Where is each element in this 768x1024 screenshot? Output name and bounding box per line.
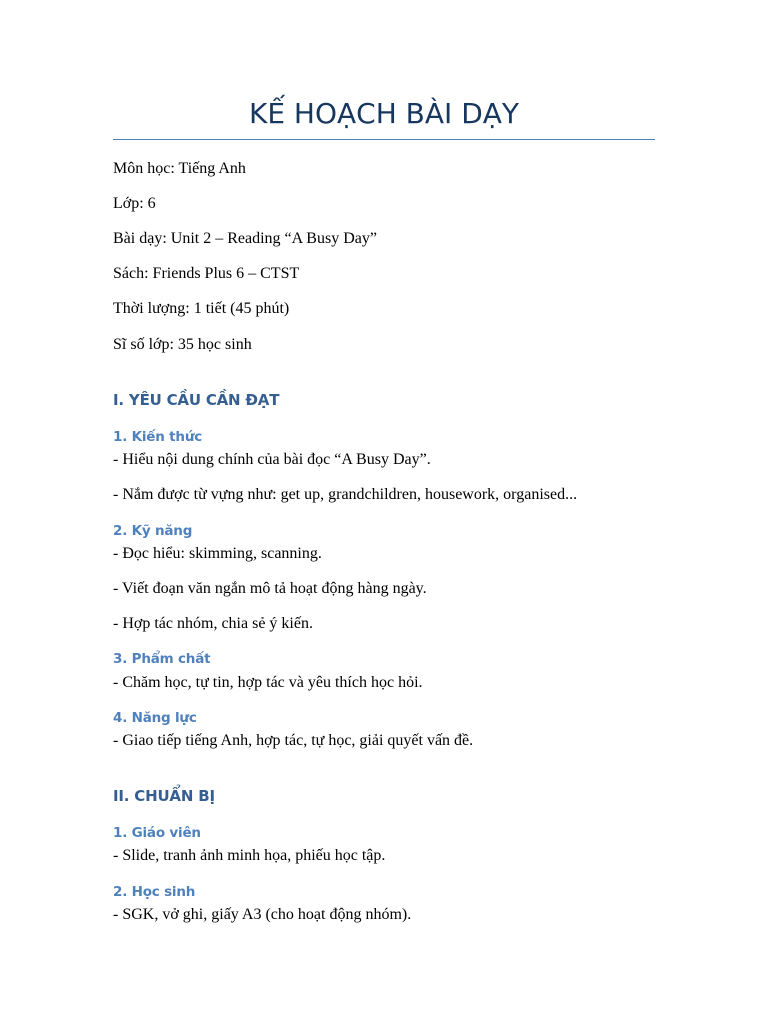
subheading-competencies: 4. Năng lực <box>113 710 197 726</box>
list-item: - Nắm được từ vựng như: get up, grandchildren, housework, organised... <box>113 486 578 503</box>
info-grade: Lớp: 6 <box>113 195 156 212</box>
subheading-students: 2. Học sinh <box>113 884 196 900</box>
list-item: - Chăm học, tự tin, hợp tác và yêu thích học hỏi. <box>113 674 423 691</box>
section-heading-requirements: I. YÊU CẦU CẦN ĐẠT <box>113 391 280 409</box>
subheading-skills: 2. Kỹ năng <box>113 523 193 539</box>
list-item: - Viết đoạn văn ngắn mô tả hoạt động hàng ngày. <box>113 580 427 597</box>
subheading-knowledge: 1. Kiến thức <box>113 429 203 445</box>
info-class-size: Sĩ số lớp: 35 học sinh <box>113 336 252 353</box>
section-heading-preparation: II. CHUẨN BỊ <box>113 787 215 805</box>
info-book: Sách: Friends Plus 6 – CTST <box>113 265 300 282</box>
subheading-qualities: 3. Phẩm chất <box>113 651 211 667</box>
list-item: - SGK, vở ghi, giấy A3 (cho hoạt động nhóm). <box>113 906 412 923</box>
title-underline <box>113 139 655 140</box>
info-duration: Thời lượng: 1 tiết (45 phút) <box>113 300 290 317</box>
list-item: - Hiểu nội dung chính của bài đọc “A Busy Day”. <box>113 451 431 468</box>
list-item: - Giao tiếp tiếng Anh, hợp tác, tự học, giải quyết vấn đề. <box>113 732 474 749</box>
subheading-teacher: 1. Giáo viên <box>113 825 201 841</box>
list-item: - Đọc hiểu: skimming, scanning. <box>113 545 322 562</box>
info-lesson: Bài dạy: Unit 2 – Reading “A Busy Day” <box>113 230 377 247</box>
info-subject: Môn học: Tiếng Anh <box>113 160 246 177</box>
list-item: - Slide, tranh ảnh minh họa, phiếu học tập. <box>113 847 386 864</box>
list-item: - Hợp tác nhóm, chia sẻ ý kiến. <box>113 615 313 632</box>
document-title: KẾ HOẠCH BÀI DẠY <box>248 97 520 130</box>
